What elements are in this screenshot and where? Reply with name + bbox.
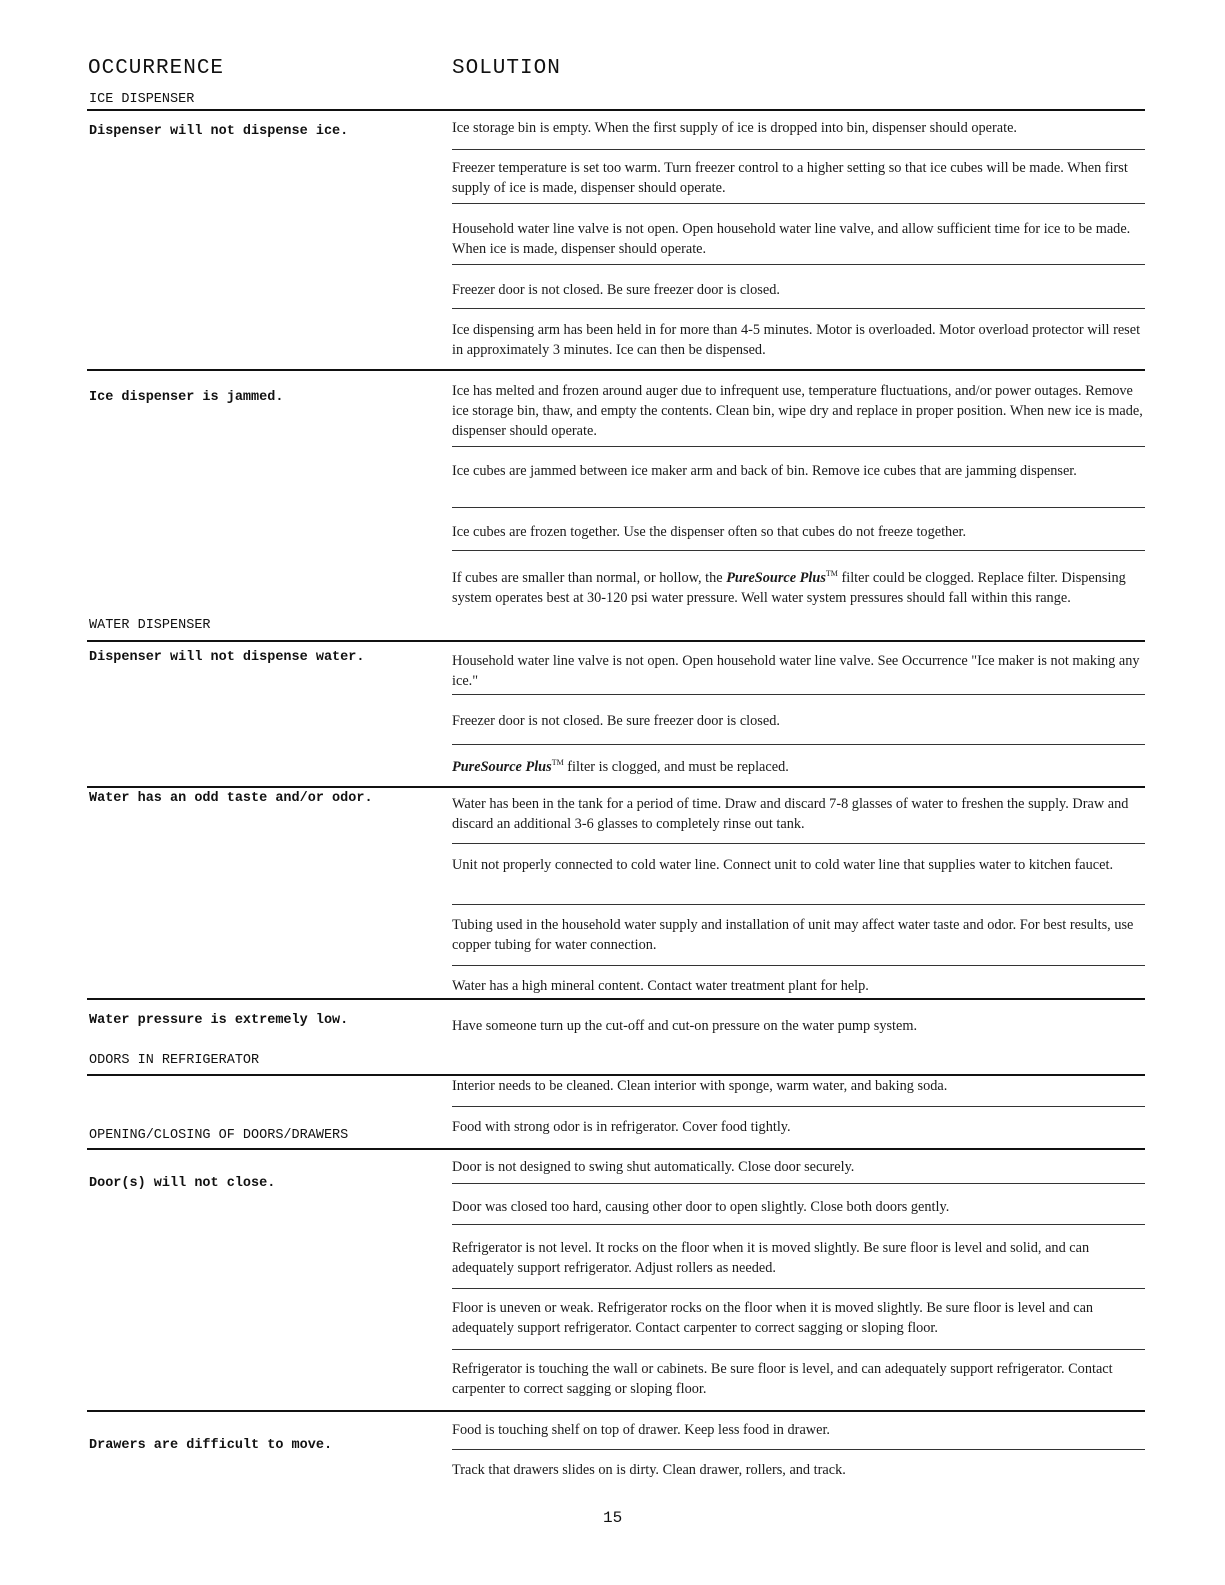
divider <box>452 843 1145 844</box>
solution-item <box>452 564 1145 608</box>
divider <box>87 786 1145 788</box>
section-ice-dispenser: ICE DISPENSER <box>89 92 195 107</box>
solution-item: Ice cubes are jammed between ice maker arm and back of bin. Remove ice cubes that are jamming dispenser. <box>452 463 1077 479</box>
brand-name: PureSource Plus <box>452 758 552 775</box>
divider <box>452 904 1145 905</box>
divider <box>452 149 1145 150</box>
divider <box>452 507 1145 508</box>
solution-item: Have someone turn up the cut-off and cut-on pressure on the water pump system. <box>452 1018 918 1034</box>
section-water-dispenser: WATER DISPENSER <box>89 618 211 633</box>
solution-item: Freezer door is not closed. Be sure freezer door is closed. <box>452 282 780 298</box>
solution-item: Refrigerator is touching the wall or cabinets. Be sure floor is level, and can adequately support refrigerator. Contact carpenter to correct sagging or sloping floor. <box>452 1361 1113 1397</box>
section-odors: ODORS IN REFRIGERATOR <box>89 1053 260 1068</box>
solution-item: Ice dispensing arm has been held in for more than 4-5 minutes. Motor is overloaded. Motor overload protector will reset in approximately 3 minutes. Ice can then be dispensed. <box>452 322 1141 358</box>
section-doors-drawers: OPENING/CLOSING OF DOORS/DRAWERS <box>89 1128 349 1143</box>
divider <box>452 694 1145 695</box>
solution-item: Interior needs to be cleaned. Clean interior with sponge, warm water, and baking soda. <box>452 1078 948 1094</box>
divider <box>452 203 1145 204</box>
divider <box>452 1449 1145 1450</box>
solution-item: Ice cubes are frozen together. Use the dispenser often so that cubes do not freeze together. <box>452 524 967 540</box>
divider <box>452 965 1145 966</box>
divider <box>452 1349 1145 1350</box>
solution-item: Floor is uneven or weak. Refrigerator rocks on the floor when it is moved slightly. Be sure floor is level and can adequately support refrigerator. Contact carpenter to correct sagging or sloping floor. <box>452 1300 1094 1336</box>
solution-item: Water has been in the tank for a period of time. Draw and discard 7-8 glasses of water to freshen the supply. Draw and discard an additional 3-6 glasses to completely rinse out tank. <box>452 796 1129 832</box>
solution-text: filter could be clogged. Replace filter. Dispensing system operates best at 30-120 psi water pressure. Well water system pressures should fall within this range. <box>452 569 1126 606</box>
occurrence-drawers: Drawers are difficult to move. <box>89 1438 333 1453</box>
divider <box>87 998 1145 1000</box>
occurrence-ice-jammed: Ice dispenser is jammed. <box>89 390 284 405</box>
divider <box>87 369 1145 371</box>
divider <box>452 1106 1145 1107</box>
divider <box>452 744 1145 745</box>
divider <box>452 446 1145 447</box>
solution-item: Ice storage bin is empty. When the first supply of ice is dropped into bin, dispenser should operate. <box>452 120 1017 136</box>
trademark: TM <box>551 758 564 767</box>
divider <box>87 109 1145 111</box>
solution-item: Door was closed too hard, causing other door to open slightly. Close both doors gently. <box>452 1199 950 1215</box>
occurrence-dispense-water: Dispenser will not dispense water. <box>89 650 365 665</box>
divider <box>87 640 1145 642</box>
solution-item: Door is not designed to swing shut automatically. Close door securely. <box>452 1159 855 1175</box>
divider <box>452 550 1145 551</box>
brand-name: PureSource Plus <box>726 569 826 586</box>
occurrence-door-close: Door(s) will not close. <box>89 1176 276 1191</box>
solution-item: Water has a high mineral content. Contact water treatment plant for help. <box>452 978 869 994</box>
solution-item: Food with strong odor is in refrigerator. Cover food tightly. <box>452 1119 791 1135</box>
solution-text: filter is clogged, and must be replaced. <box>563 758 789 775</box>
solution-text: If cubes are smaller than normal, or hollow, the <box>452 569 727 586</box>
divider <box>452 1183 1145 1184</box>
solution-item: Freezer door is not closed. Be sure freezer door is closed. <box>452 713 780 729</box>
trademark: TM <box>825 569 838 578</box>
solution-item: Unit not properly connected to cold water line. Connect unit to cold water line that supplies water to kitchen faucet. <box>452 857 1114 873</box>
solution-item: Tubing used in the household water supply and installation of unit may affect water taste and odor. For best results, use copper tubing for water connection. <box>452 917 1134 953</box>
solution-item: Freezer temperature is set too warm. Turn freezer control to a higher setting so that ice cubes will be made. When first supply of ice is made, dispenser should operate. <box>452 160 1128 196</box>
solution-item: Household water line valve is not open. Open household water line valve, and allow sufficient time for ice to be made. When ice is made, dispenser should operate. <box>452 221 1131 257</box>
occurrence-header: OCCURRENCE <box>88 57 225 80</box>
occurrence-odd-taste: Water has an odd taste and/or odor. <box>89 791 373 806</box>
solution-item: Track that drawers slides on is dirty. Clean drawer, rollers, and track. <box>452 1462 846 1478</box>
divider <box>452 264 1145 265</box>
solution-item: Food is touching shelf on top of drawer. Keep less food in drawer. <box>452 1422 831 1438</box>
divider <box>452 1288 1145 1289</box>
divider <box>452 308 1145 309</box>
solution-header: SOLUTION <box>452 57 561 80</box>
occurrence-pressure-low: Water pressure is extremely low. <box>89 1013 349 1028</box>
solution-item: Household water line valve is not open. Open household water line valve. See Occurrence "Ice maker is not making any ice." <box>452 653 1140 689</box>
occurrence-dispense-ice: Dispenser will not dispense ice. <box>89 124 349 139</box>
solution-item: Ice has melted and frozen around auger due to infrequent use, temperature fluctuations, and/or power outages. Remove ice storage bin, thaw, and empty the contents. Clean bin, wipe dry and replace in proper position. When new ice is made, dispenser should operate. <box>452 383 1143 439</box>
solution-item <box>452 753 1145 777</box>
page-number: 15 <box>603 1509 623 1527</box>
divider <box>87 1410 1145 1412</box>
divider <box>452 1224 1145 1225</box>
divider <box>87 1148 1145 1150</box>
solution-item: Refrigerator is not level. It rocks on the floor when it is moved slightly. Be sure floor is level and solid, and can adequately support refrigerator. Adjust rollers as needed. <box>452 1240 1090 1276</box>
